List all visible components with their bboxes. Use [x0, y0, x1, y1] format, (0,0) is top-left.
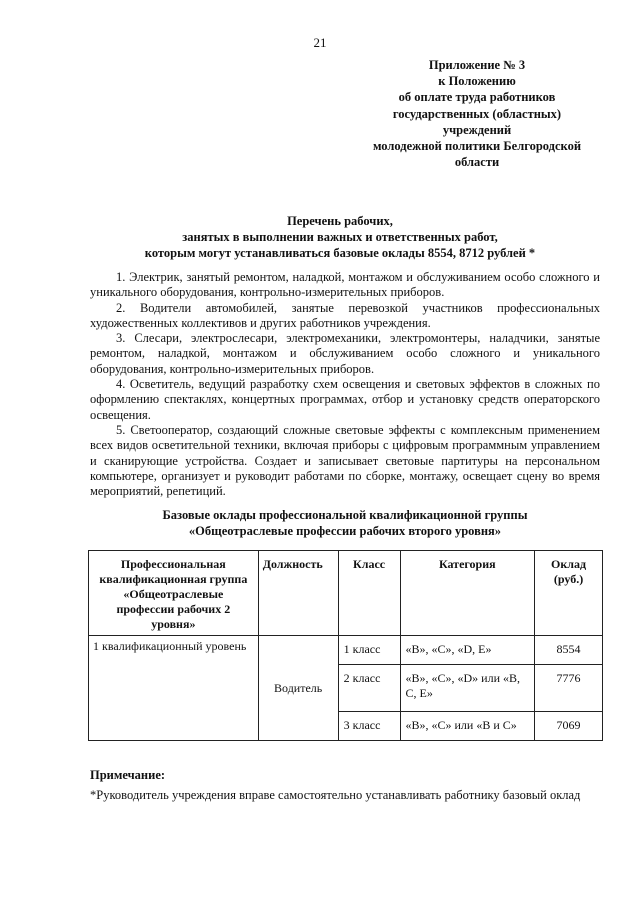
- header-qualification-group: Профессиональная квалификационная группа «Общеотраслевые профессии рабочих 2 уровня»: [89, 551, 259, 636]
- appendix-line: учреждений: [442, 122, 512, 137]
- page-number: 21: [313, 35, 327, 50]
- list-title-line: занятых в выполнении важных и ответственных работ,: [182, 230, 498, 244]
- salary-cell: 7776: [535, 665, 603, 712]
- class-cell: 1 класс: [338, 636, 400, 665]
- table-header-row: [89, 551, 603, 636]
- appendix-line: государственных (областных): [392, 106, 562, 121]
- category-cell: «В», «С», «D, Е»: [400, 636, 535, 665]
- class-cell: 3 класс: [338, 711, 400, 740]
- list-item: 5. Светооператор, создающий сложные световые эффекты с комплексным применением всех видов осветительной техники, включая приборы с цифровым программным управлением и сканирующие устройства. Создает и записывает световые партитуры на персональном компьютере, организует и руководит работами по сборке, монтажу, освещает сцену во время мероприятий, репетиций.: [90, 422, 600, 499]
- note-text: *Руководитель учреждения вправе самостоятельно устанавливать работнику базовый оклад: [90, 788, 581, 802]
- appendix-line: к Положению: [438, 74, 516, 89]
- appendix-line: области: [454, 155, 500, 170]
- table-heading: [60, 507, 630, 539]
- appendix-line: молодежной политики Белгородской: [372, 139, 582, 154]
- note-title: Примечание:: [90, 768, 166, 782]
- header-position: Должность: [258, 551, 338, 636]
- appendix-line: об оплате труда работников: [398, 90, 556, 105]
- salary-cell: 8554: [535, 636, 603, 665]
- header-class: Класс: [338, 551, 400, 636]
- category-cell: «В», «С», «D» или «В, С, Е»: [400, 665, 535, 712]
- salary-cell: 7069: [535, 711, 603, 740]
- list-title: [60, 213, 620, 261]
- list-item: 4. Осветитель, ведущий разработку схем освещения и световых эффектов в сложных по оформлению спектаклях, концертных программах, отбор и установку средств операторского освещения.: [90, 377, 600, 422]
- table-heading-line: «Общеотраслевые профессии рабочих второго уровня»: [188, 524, 502, 538]
- header-salary: Оклад (руб.): [535, 551, 603, 636]
- table-heading-line: Базовые оклады профессиональной квалификационной группы: [162, 508, 528, 522]
- class-cell: 2 класс: [338, 665, 400, 712]
- position-cell: Водитель: [258, 636, 338, 741]
- list-title-line: которым могут устанавливаться базовые оклады 8554, 8712 рублей *: [144, 246, 536, 260]
- header-category: Категория: [400, 551, 535, 636]
- category-cell: «В», «С» или «В и С»: [400, 711, 535, 740]
- list-title-line: Перечень рабочих,: [287, 214, 393, 228]
- salary-table: [88, 550, 603, 741]
- workers-list: [90, 270, 600, 499]
- list-item: 1. Электрик, занятый ремонтом, наладкой, монтажом и обслуживанием особо сложного и уникального оборудования, контрольно-измерительных приборов.: [90, 270, 600, 300]
- appendix-line: Приложение № 3: [428, 58, 526, 72]
- list-item: 3. Слесари, электрослесари, электромеханики, электромонтеры, наладчики, занятые ремонтом, наладкой, монтажом и обслуживанием особо сложного и уникального оборудования, контрольно-измерительных приборов.: [90, 331, 600, 376]
- list-item: 2. Водители автомобилей, занятые перевозкой участников профессиональных художественных коллективов и других работников учреждения.: [90, 300, 600, 330]
- appendix-heading: [372, 57, 582, 170]
- qualification-level-cell: 1 квалификационный уровень: [89, 636, 259, 741]
- table-row: [89, 636, 603, 665]
